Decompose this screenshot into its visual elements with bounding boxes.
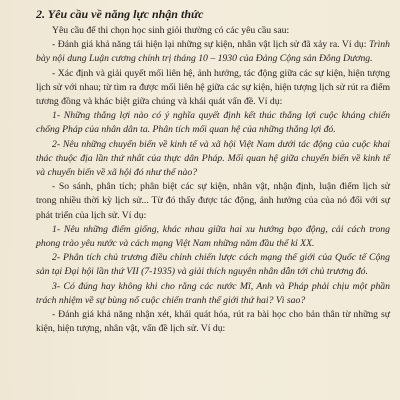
example-relations-2: 2- Nêu những chuyển biến về kinh tế và xã hội Việt Nam dưới tác động của cuộc khai thác thuộc địa lần thứ nhất của thực dân Pháp. Mối quan hệ giữa chuyển biến về kinh tế và chuyển biến về xã hội đó như thế nào? — [36, 138, 390, 179]
paragraph-reproduce-example: Trình bày nội dung Luận cương chính trị tháng 10 – 1930 của Đảng Cộng sản Đông Dương. — [36, 39, 390, 65]
example-compare-3: 3- Có đúng hay không khi cho rằng các nước Mĩ, Anh và Pháp phải chịu một phần trách nhiệm về sự bùng nổ cuộc chiến tranh thế giới thứ hai? Vì sao? — [36, 280, 390, 306]
paragraph-evaluate: - Đánh giá khả năng nhận xét, khái quát hóa, rút ra bài học cho bản thân từ những sự kiện, hiện tượng, nhân vật, vấn đề lịch sử. Ví dụ: — [36, 309, 390, 335]
section-heading: 2. Yêu cầu về năng lực nhận thức — [36, 7, 204, 21]
paragraph-relations: - Xác định và giải quyết mối liên hệ, ảnh hưởng, tác động giữa các sự kiện, hiện tượng lịch sử với nhau; từ tìm ra được mối liên hệ giữa các sự kiện, hiện tượng lịch sử rút ra điểm tương đồng và khác biệt giữa chúng và khái quát vấn đề. Ví dụ: — [36, 67, 390, 108]
paragraph-intro: Yêu cầu để thi chọn học sinh giỏi thường có các yêu cầu sau: — [52, 25, 290, 36]
paragraph-compare: - So sánh, phân tích; phân biệt các sự kiện, nhân vật, nhận định, luận điểm lịch sử trong nhiều thời kỳ lịch sử... Từ đó thấy được tác động, ảnh hưởng của của nó đối với sự phát triển của lịch sử. Ví dụ: — [36, 181, 390, 221]
example-compare-2: 2- Phân tích chủ trương điều chỉnh chiến lược cách mạng thế giới của Quốc tế Cộng sản tại Đại hội lần thứ VII (7-1935) và giải thích nguyên nhân dẫn tới chủ trương đó. — [36, 252, 390, 278]
example-compare-1: 1- Nêu những điểm giống, khác nhau giữa hai xu hướng bạo động, cải cách trong phong trào yêu nước và cách mạng Việt Nam những năm đầu thế kỉ XX. — [36, 223, 390, 250]
page-content — [36, 7, 390, 336]
example-relations-1: 1- Những thắng lợi nào có ý nghĩa quyết định kết thúc thắng lợi cuộc kháng chiến chống Pháp của nhân dân ta. Phân tích mối quan hệ của những thắng lợi đó. — [36, 110, 390, 136]
paragraph-reproduce — [36, 38, 390, 66]
paragraph-reproduce-lead: - Đánh giá khả năng tái hiện lại những sự kiện, nhân vật lịch sử đã xảy ra. Ví dụ: — [52, 39, 369, 51]
